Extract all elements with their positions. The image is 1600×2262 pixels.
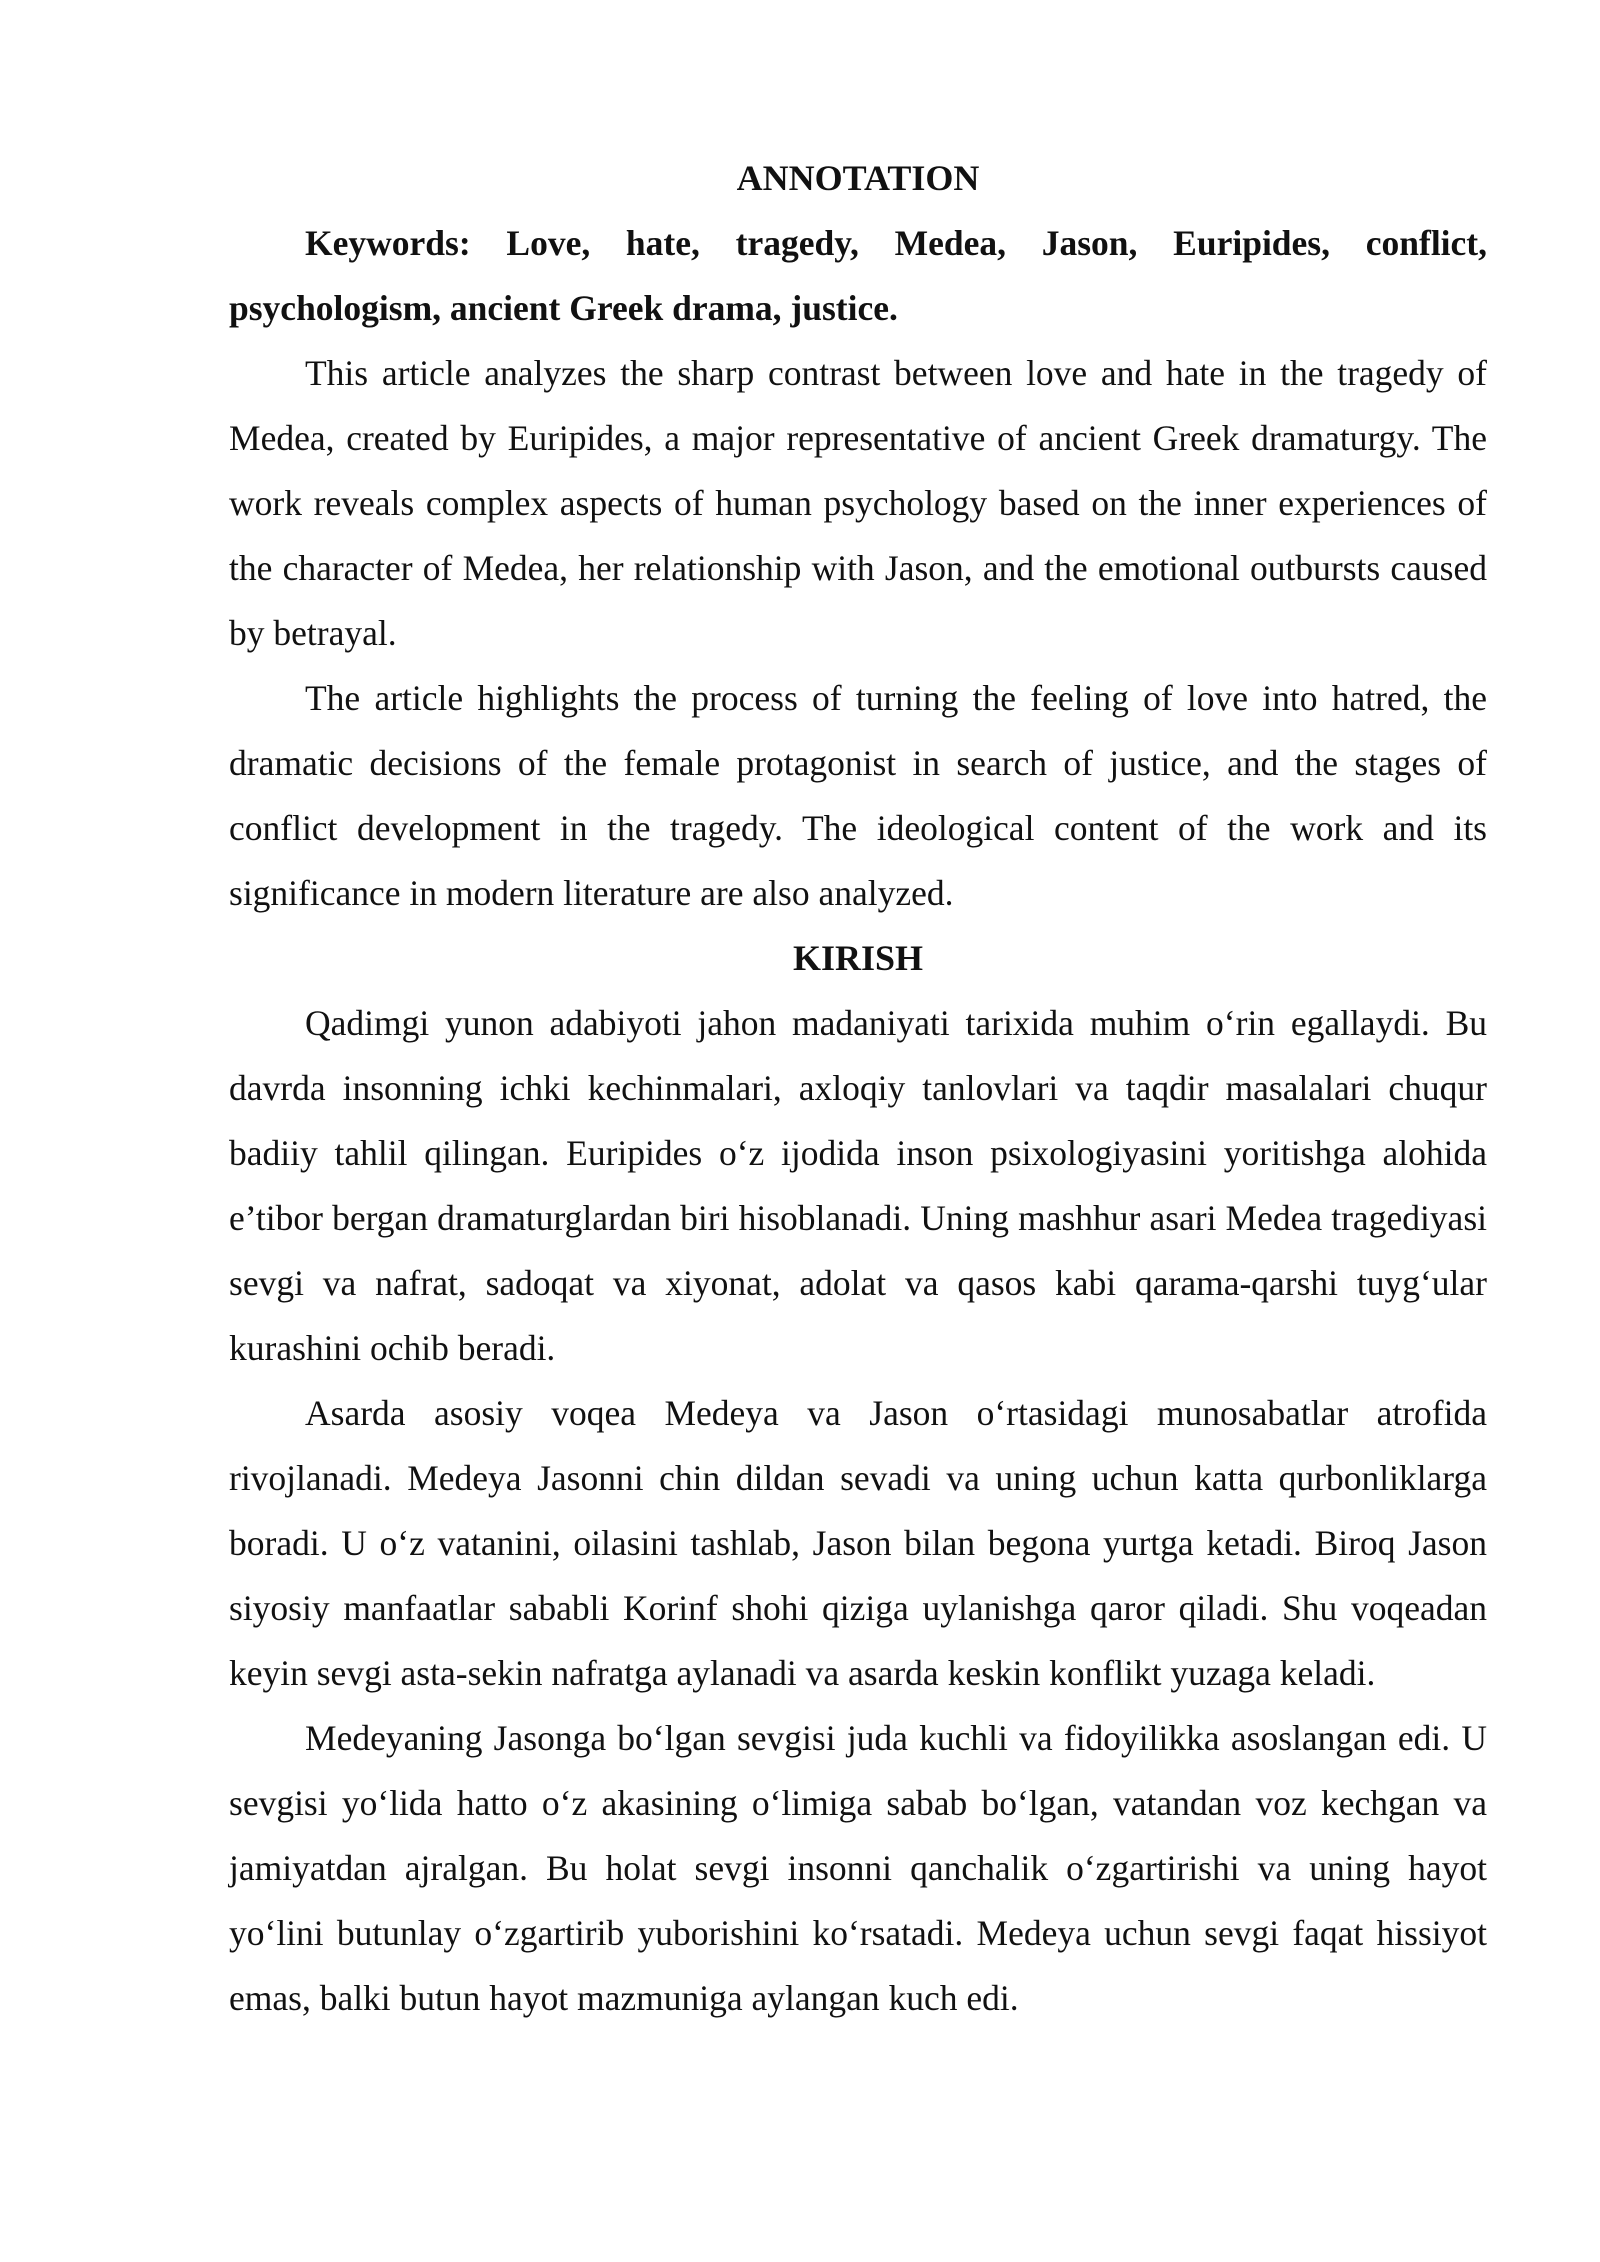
annotation-heading: ANNOTATION [736,158,980,198]
kirish-paragraph: Asarda asosiy voqea Medeya va Jason oʻrtasidagi munosabatlar atrofida rivojlanadi. Medeya Jasonni chin dildan sevadi va uning uchun katta qurbonliklarga boradi. U oʻz vatanini, oilasini tashlab, Jason bilan begona yurtga ketadi. Biroq Jason siyosiy manfaatlar sababli Korinf shohi qiziga uylanishga qaror qiladi. Shu voqeadan keyin sevgi asta-sekin nafratga aylanadi va asarda keskin konflikt yuzaga keladi. [229,1393,1487,1693]
kirish-paragraph: Medeyaning Jasonga boʻlgan sevgisi juda kuchli va fidoyilikka asoslangan edi. U sevgisi yoʻlida hatto oʻz akasining oʻlimiga sabab boʻlgan, vatandan voz kechgan va jamiyatdan ajralgan. Bu holat sevgi insonni qanchalik oʻzgartirishi va uning hayot yoʻlini butunlay oʻzgartirib yuborishini koʻrsatadi. Medeya uchun sevgi faqat hissiyot emas, balki butun hayot mazmuniga aylangan kuch edi. [229,1718,1487,2018]
document-page [229,146,1487,2031]
keywords-paragraph: Keywords: Love, hate, tragedy, Medea, Jason, Euripides, conflict, psychologism, ancient Greek drama, justice. [229,223,1487,328]
kirish-heading: KIRISH [792,938,924,978]
kirish-paragraph: Qadimgi yunon adabiyoti jahon madaniyati tarixida muhim oʻrin egallaydi. Bu davrda insonning ichki kechinmalari, axloqiy tanlovlari va taqdir masalalari chuqur badiiy tahlil qilingan. Euripides oʻz ijodida inson psixologiyasini yoritishga alohida e’tibor bergan dramaturglardan biri hisoblanadi. Uning mashhur asari Medea tragediyasi sevgi va nafrat, sadoqat va xiyonat, adolat va qasos kabi qarama-qarshi tuygʻular kurashini ochib beradi. [229,1003,1487,1368]
annotation-paragraph: The article highlights the process of turning the feeling of love into hatred, the dramatic decisions of the female protagonist in search of justice, and the stages of conflict development in the tragedy. The ideological content of the work and its significance in modern literature are also analyzed. [229,678,1487,913]
annotation-paragraph: This article analyzes the sharp contrast between love and hate in the tragedy of Medea, created by Euripides, a major representative of ancient Greek dramaturgy. The work reveals complex aspects of human psychology based on the inner experiences of the character of Medea, her relationship with Jason, and the emotional outbursts caused by betrayal. [229,353,1487,653]
